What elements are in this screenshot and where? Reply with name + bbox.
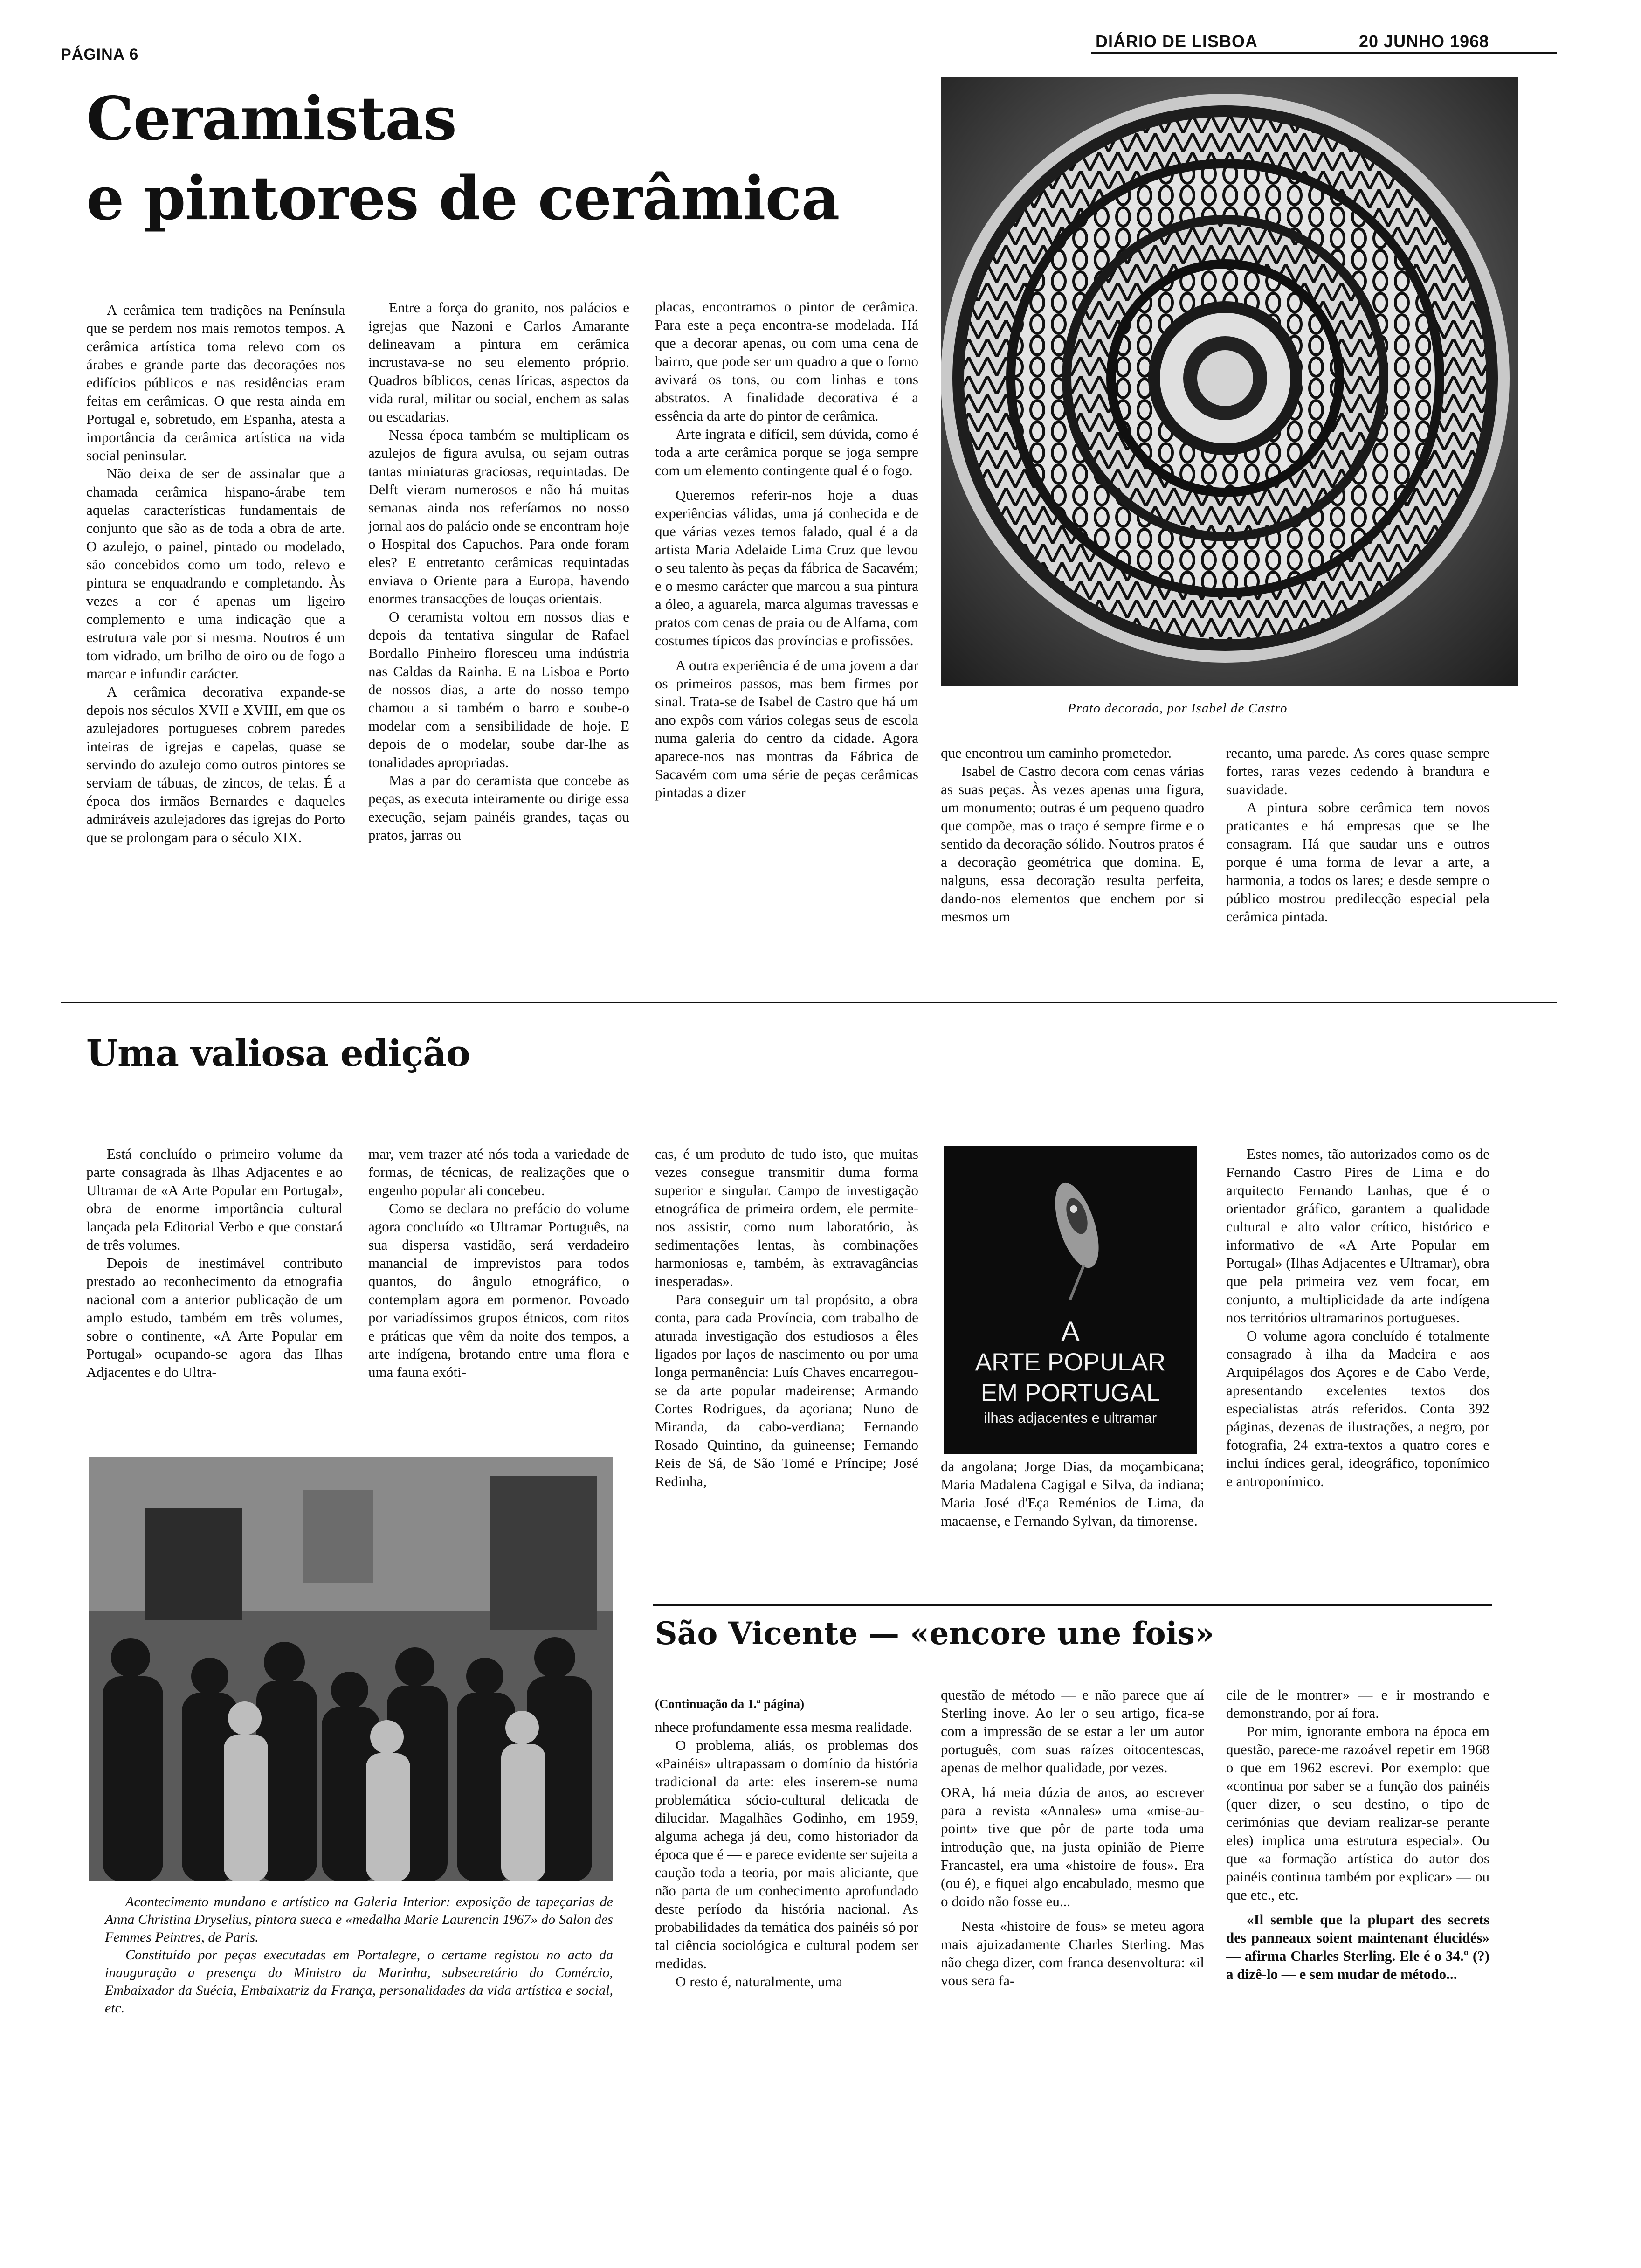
article3-col1-paragraph: O resto é, naturalmente, uma bbox=[676, 1973, 843, 1990]
book-cover-subtitle: ilhas adjacentes e ultramar bbox=[984, 1410, 1157, 1426]
article1-title-line2: e pintores de cerâmica bbox=[86, 163, 840, 234]
book-cover-line1: A bbox=[1061, 1316, 1080, 1347]
article1-col1-paragraph: A cerâmica tem tradições na Península que se perdem nos mais remotos tempos. A cerâmica artística toma relevo com os árabes e grande parte das decorações nos edifícios públicos e nas residências eram feitas em cerâmicas. O que resta ainda em Portugal e, sobretudo, em Espanha, atesta a importância da cerâmica artística na vida social peninsular. bbox=[86, 302, 345, 463]
article1-col4-paragraph: que encontrou um caminho prometedor. bbox=[941, 745, 1172, 761]
article2-col5-paragraph: Estes nomes, tão autorizados como os de Fernando Castro Pires de Lima e do arquitecto Fernando Lanhas, que é o orientador gráfico, garantem a qualidade cultural e alto valor crítico, histórico e informativo de «A Arte Popular em Portugal» (Ilhas Adjacentes e Ultramar), obra que pela primeira vez vem focar, em conjunto, a multiplicidade da arte indígena nos territórios ultramarinos portugueses. bbox=[1226, 1146, 1489, 1326]
book-cover-line3: EM PORTUGAL bbox=[980, 1379, 1160, 1407]
article1-col5-paragraph: A pintura sobre cerâmica tem novos praticantes e há empresas que se lhe consagram. Há que saudar uns e outros porque é uma forma de levar a arte, a harmonia, a todos os lares; e desde sempre o público mostrou predilecção especial pela cerâmica pintada. bbox=[1226, 799, 1489, 925]
article3-title: São Vicente — «encore une fois» bbox=[655, 1615, 1214, 1652]
article2-col3-paragraph: Para conseguir um tal propósito, a obra conta, para cada Província, com trabalho de aturada investigação dos estudiosos a êles ligados por laços de nascimento ou por uma longa permanência: Luís Chaves encarregou-se da arte popular madeirense; Armando Cortes Rodrigues, da açoriana; Nuno de Miranda, da cabo-verdiana; Fernando Rosado Quintino, da guineense; Fernando Reis de Sá, de São Tomé e Príncipe; José Redinha, bbox=[655, 1291, 918, 1489]
article3-col1-paragraph: nhece profundamente essa mesma realidade. bbox=[655, 1719, 912, 1735]
article1-col1-paragraph: Não deixa de ser de assinalar que a chamada cerâmica hispano-árabe tem aquelas características fundamentais de conjunto que são as de toda a obra de arte. O azulejo, o painel, pintado ou modelado, são concebidos como um todo, relevo e pintura se enquadrando e completando. Às vezes a cor é apenas um ligeiro complemento e uma indicação que a estrutura vale por si mesma. Noutros é um tom vidrado, um brilho de oiro ou de fogo a marcar e infundir carácter. bbox=[86, 465, 345, 682]
article2-col1-paragraph: Depois de inestimável contributo prestado ao reconhecimento da etnografia nacional com a anterior publicação de um amplo estudo, também em três volumes, sobre o continente, «A Arte Popular em Portugal» ocupando-se agora das Ilhas Adjacentes e do Ultra- bbox=[86, 1255, 343, 1380]
article1-col3-paragraph: Arte ingrata e difícil, sem dúvida, como é toda a arte cerâmica porque se joga sempre com um elemento contingente qual é o fogo. bbox=[655, 426, 918, 478]
article1-col3-paragraph: placas, encontramos o pintor de cerâmica. Para este a peça encontra-se modelada. Há que a decorar apenas, ou com uma cena de bairro, que pode ser um quadro a que o forno avivará os tons, ou com linhas e tons abstratos. A finalidade decorativa é a essência da arte do pintor de cerâmica. bbox=[655, 298, 918, 424]
header-rule bbox=[1091, 52, 1557, 54]
newspaper-name: DIÁRIO DE LISBOA bbox=[1096, 32, 1258, 51]
article3-col2-paragraph: Nesta «histoire de fous» se meteu agora mais ajuizadamente Charles Sterling. Mas não chega dizer, com franca desenvoltura: «il vous sera fa- bbox=[941, 1918, 1204, 1989]
article2-column-2 bbox=[368, 1145, 629, 1434]
article1-col5-paragraph: recanto, uma parede. As cores quase sempre fortes, raras vezes cedendo à brandura e suavidade. bbox=[1226, 745, 1489, 797]
article1-col3-paragraph: A outra experiência é de uma jovem a dar os primeiros passos, mas bem firmes por sinal. Trata-se de Isabel de Castro que há um ano expôs com vários colegas seus de escola numa galeria do centro da cidade. Agora aparece-nos nas montras da Fábrica de Sacavém com uma série de peças cerâmicas pintadas a dizer bbox=[655, 657, 918, 801]
article2-col2-paragraph: Como se declara no prefácio do volume agora concluído «o Ultramar Português, na sua dispersa vastidão, será verdadeiro manancial de imprevistos para todos quantos, do ângulo etnográfico, o contemplam agora em pormenor. Povoado por variadíssimos grupos étnicos, com ritos e práticas que vêm da noite dos tempos, a arte indígena, brotando entre uma flora e uma fauna exóti- bbox=[368, 1200, 629, 1380]
gallery-photo-caption bbox=[105, 1893, 613, 2017]
issue-date: 20 JUNHO 1968 bbox=[1359, 32, 1489, 51]
article3-col3-paragraph: «Il semble que la plupart des secrets des panneaux soient maintenant élucidés» — afirma Charles Sterling. Ele é o 34.º (?) a dizê-lo — e sem mudar de método... bbox=[1226, 1911, 1489, 1982]
article3-col2-paragraph: questão de método — e não parece que aí Sterling inove. Ao ler o seu artigo, fica-se com a impressão de se estar a ler um autor português, com suas raízes oitocentescas, apenas de melhor qualidade, por vezes. bbox=[941, 1687, 1204, 1776]
article1-col1-paragraph: A cerâmica decorativa expande-se depois nos séculos XVII e XVIII, em que os azulejadores portugueses cobrem paredes inteiras de igrejas e capelas, quase se servindo do azulejo como outros pintores se serviam de tábuas, de zincos, de telas. É a época dos irmãos Bernardes e daqueles admiráveis azulejadores das igrejas do Porto que se prolongam para o século XIX. bbox=[86, 684, 345, 845]
crowd-illustration bbox=[89, 1457, 613, 1881]
article2-title: Uma valiosa edição bbox=[86, 1032, 470, 1075]
gallery-caption-paragraph: Constituído por peças executadas em Portalegre, o certame registou no acto da inauguração a presença do Ministro da Marinha, subsecretário do Comércio, Embaixador da Suécia, Embaixatriz da França, personalidades da vida artística e social, etc. bbox=[105, 1947, 613, 2016]
article1-col2-paragraph: Mas a par do ceramista que concebe as peças, as executa inteiramente ou dirige essa execução, sejam painéis grandes, taças ou pratos, jarras ou bbox=[368, 772, 629, 843]
article2-col1-paragraph: Está concluído o primeiro volume da parte consagrada às Ilhas Adjacentes e ao Ultramar de «A Arte Popular em Portugal», obra de enorme importância cultural lançada pela Editorial Verbo e que constará de três volumes. bbox=[86, 1146, 343, 1253]
article3-column-3 bbox=[1226, 1686, 1489, 2143]
article1-column-1 bbox=[86, 301, 345, 991]
article1-title bbox=[86, 84, 840, 234]
article3-col1-paragraph: O problema, aliás, os problemas dos «Painéis» ultrapassam o domínio da história tradicional da arte: eles inserem-se numa problemática sócio-cultural delicada de dilucidar. Magalhães Godinho, em 1959, alguma achega já deu, como historiador da época que é — e parece evidente ser sujeita a caução toda a teoria, por mais aliciante, que não parta de um conhecimento aprofundado deste período da história nacional. As probabilidades da temática dos painéis só por tal ciência sociológica e cultural podem ser medidas. bbox=[655, 1737, 918, 1971]
article1-col2-paragraph: Nessa época também se multiplicam os azulejos de figura avulsa, ou sejam outras tantas miniaturas graciosas, requintadas. De Delft vieram numerosos e não há muitas semanas ainda nos referíamos no nosso jornal aos do palácio onde se encontram hoje o Hospital dos Capuchos. Para onde foram eles? E entretanto cerâmicas requintadas enviava o Oriente para a Europa, havendo enormes transacções de louças orientais. bbox=[368, 427, 629, 607]
article1-title-line1: Ceramistas bbox=[86, 84, 456, 154]
book-cover-title bbox=[944, 1316, 1197, 1427]
gallery-caption-paragraph: Acontecimento mundano e artístico na Galeria Interior: exposição de tapeçarias de Anna Christina Dryselius, pintora sueca e «medalha Marie Laurencin 1967» do Salon des Femmes Peintres, de Paris. bbox=[105, 1894, 613, 1945]
plate-photo bbox=[941, 77, 1518, 686]
article2-col3-paragraph: cas, é um produto de tudo isto, que muitas vezes consegue transmitir duma forma superior e singular. Campo de investigação etnográfica de primeira ordem, ele permite-nos assistir, como num laboratório, às sedimentações lentas, às combinações harmoniosas e, também, às extravagâncias inesperadas». bbox=[655, 1146, 918, 1289]
article1-col3-paragraph: Queremos referir-nos hoje a duas experiências válidas, uma já conhecida e de que várias vezes temos falado, qual é a da artista Maria Adelaide Lima Cruz que levou o seu talento às peças da fábrica de Sacavém; e o mesmo carácter que marcou a sua pintura a óleo, a aguarela, marca algumas travessas e pratos com cenas de praia ou de Alfama, com costumes típicos das províncias e profissões. bbox=[655, 487, 918, 649]
article2-column-3 bbox=[655, 1145, 918, 1597]
article2-col4-paragraph: da angolana; Jorge Dias, da moçambicana; Maria Madalena Cagigal e Silva, da indiana; Maria José d'Eça Reménios de Lima, da macaense, e Fernando Sylvan, da timorense. bbox=[941, 1458, 1204, 1529]
continuation-note: (Continuação da 1.ª página) bbox=[655, 1697, 805, 1711]
article1-col2-paragraph: Entre a força do granito, nos palácios e igrejas que Nazoni e Carlos Amarante delineavam a pintura em cerâmica incrustava-se no seu elemento próprio. Quadros bíblicos, cenas líricas, aspectos da vida rural, militar ou social, enchem as salas ou escadarias. bbox=[368, 299, 629, 425]
plate-photo-caption: Prato decorado, por Isabel de Castro bbox=[1068, 701, 1288, 716]
article3-top-rule bbox=[653, 1604, 1492, 1606]
gallery-event-photo bbox=[89, 1457, 613, 1881]
article2-column-4 bbox=[941, 1457, 1204, 1597]
article2-col5-paragraph: O volume agora concluído é totalmente consagrado à ilha da Madeira e aos Arquipélagos dos Açores e de Cabo Verde, apresentando excelentes textos dos especialistas atrás referidos. Conta 392 páginas, dezenas de ilustrações, a negro, por fotografia, 24 extra-textos a quatro cores e inclui índices geral, ideográfico, toponímico e antroponímico. bbox=[1226, 1328, 1489, 1489]
article1-column-2 bbox=[368, 298, 629, 991]
article2-column-1 bbox=[86, 1145, 343, 1434]
article1-col4-paragraph: Isabel de Castro decora com cenas várias as suas peças. Às vezes apenas uma figura, um monumento; outras é um pequeno quadro que compõe, mas o traço é sempre firme e o sentido da decoração sólido. Noutros pratos é a decoração geométrica que domina. E, nalguns, essa decoração resulta perfeita, dando-nos elementos que enchem por si mesmos um bbox=[941, 763, 1204, 925]
page-number: PÁGINA 6 bbox=[61, 46, 139, 63]
section-divider bbox=[61, 1002, 1557, 1003]
article3-column-2 bbox=[941, 1686, 1204, 2143]
article2-column-5 bbox=[1226, 1145, 1489, 1597]
article1-column-4 bbox=[941, 744, 1204, 991]
decorated-plate-illustration bbox=[941, 77, 1518, 686]
article1-column-3 bbox=[655, 297, 918, 992]
article1-column-5 bbox=[1226, 744, 1489, 991]
book-cover-photo bbox=[944, 1146, 1197, 1454]
article3-column-1 bbox=[655, 1695, 918, 2143]
article3-col2-paragraph: ORA, há meia dúzia de anos, ao escrever para a revista «Annales» uma «mise-au-point» tive que pôr de parte toda uma introdução que, na justa opinião de Pierre Francastel, era uma «histoire de fous». Era (ou é), e fiquei algo encabulado, mesmo que o doido não fosse eu... bbox=[941, 1784, 1204, 1909]
article3-col3-paragraph: cile de le montrer» — e ir mostrando e demonstrando, por aí fora. bbox=[1226, 1687, 1489, 1721]
article1-col2-paragraph: O ceramista voltou em nossos dias e depois da tentativa singular de Rafael Bordallo Pinheiro floresceu uma indústria nas Caldas da Rainha. E na Lisboa e Porto de nossos dias, a arte do nosso tempo chamou a si também o barro e soube-o modelar com a sensibilidade de hoje. E depois de o modelar, soube dar-lhe as tonalidades apropriadas. bbox=[368, 608, 629, 770]
article3-col3-paragraph: Por mim, ignorante embora na época em questão, parece-me razoável repetir em 1968 o que em 1962 escrevi. Por exemplo: que «continua por saber se a função dos painéis (quer dizer, o seu destino, o tipo de cerimónias que deviam realizar-se perante eles) implica uma estrutura especial». Ou que «a formação artística do autor dos painéis continua também por explicar» — ou que etc., etc. bbox=[1226, 1723, 1489, 1903]
book-cover-line2: ARTE POPULAR bbox=[975, 1348, 1166, 1376]
article2-col2-paragraph: mar, vem trazer até nós toda a variedade de formas, de técnicas, de realizações que o engenho popular ali concebeu. bbox=[368, 1146, 629, 1198]
